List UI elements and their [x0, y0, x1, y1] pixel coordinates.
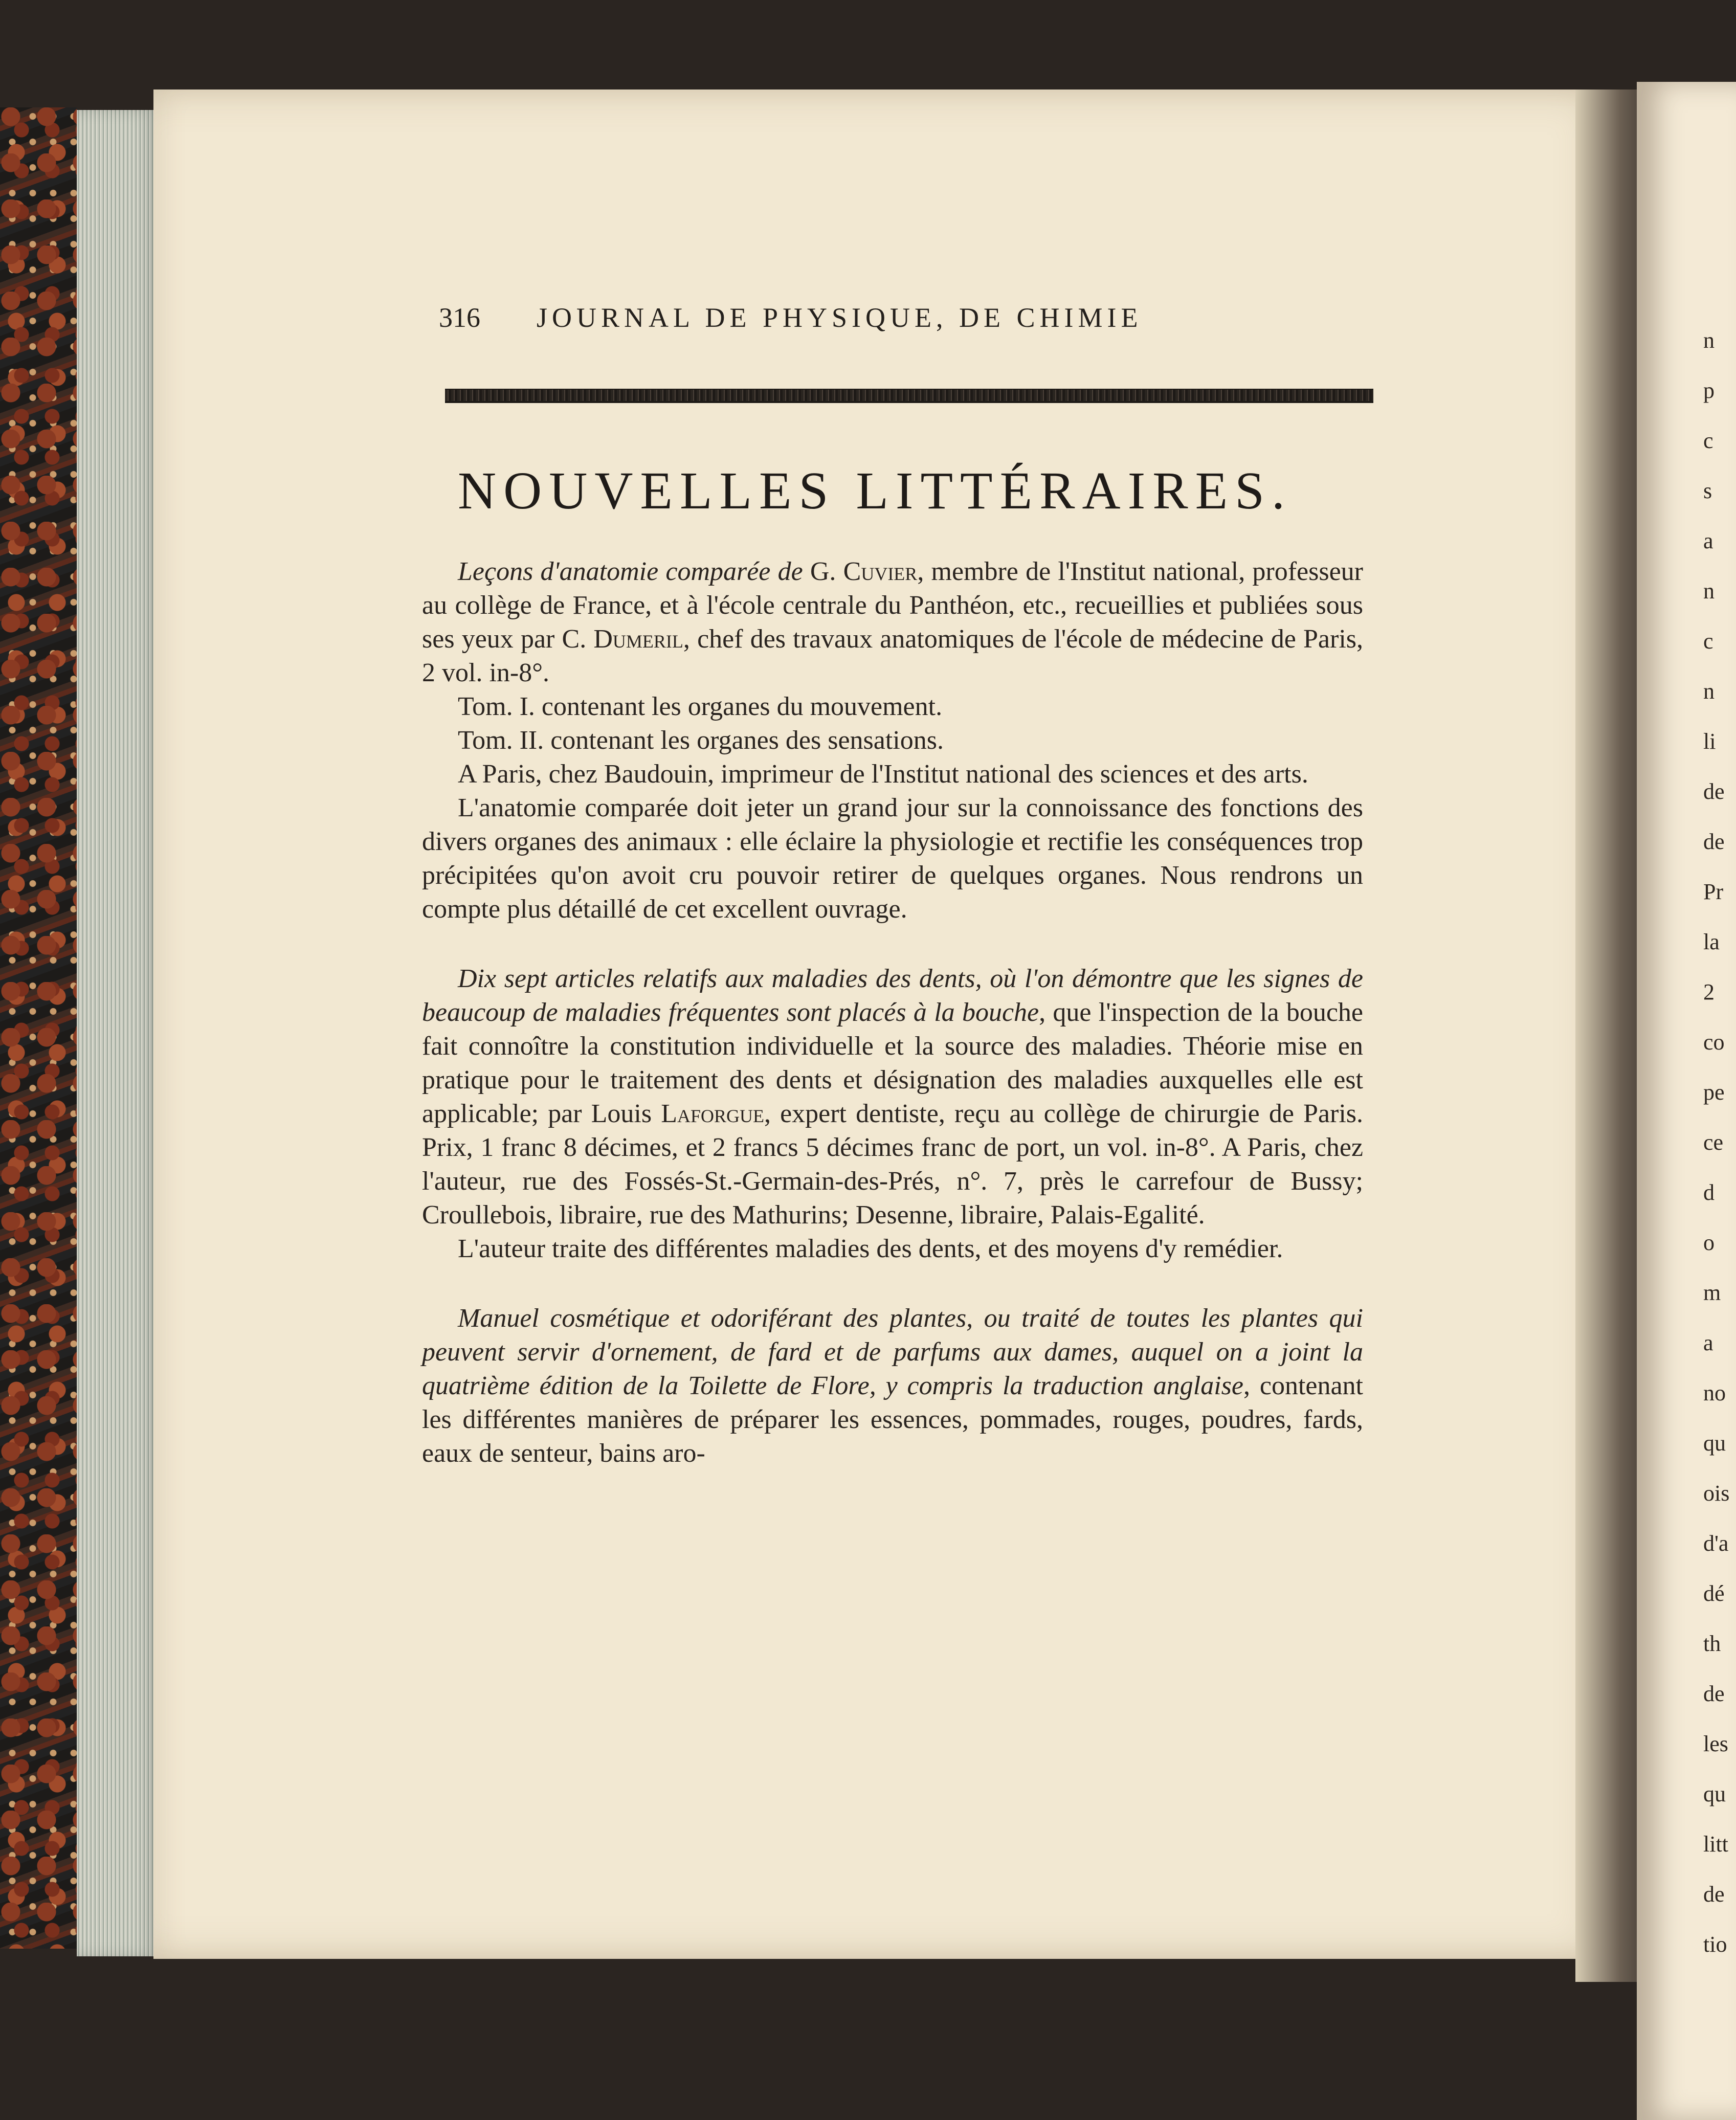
- text-run: L'auteur traite des différentes maladies des dents, et des moyens d'y remédier.: [458, 1234, 1283, 1263]
- review-entry: [422, 555, 1363, 926]
- review-entry: [422, 962, 1363, 1266]
- facing-page-fragment: s: [1703, 478, 1712, 503]
- facing-page-fragment: n: [1703, 679, 1715, 704]
- facing-page-fragment: qu: [1703, 1431, 1726, 1456]
- facing-page-fragment: la: [1703, 929, 1720, 954]
- book-title-text: Manuel cosmétique et odoriférant des plantes, ou traité de toutes les plantes qui peuvent servir d'ornement, de fard et de parfums aux dames, auquel on a joint la quatrième édition de la Toilette de Flore, y compris la traduction anglaise: [422, 1304, 1363, 1400]
- facing-page-fragment: de: [1703, 829, 1725, 854]
- page-number: 316: [439, 302, 480, 333]
- text-run: Tom. II. contenant les organes des sensations.: [458, 726, 944, 755]
- facing-page-fragment: tio: [1703, 1932, 1727, 1957]
- page-block-edges: [77, 110, 159, 1956]
- facing-page-fragment: ce: [1703, 1130, 1724, 1155]
- paragraph: [422, 690, 1363, 724]
- running-head: [439, 302, 1278, 333]
- text-run: , chef des travaux anatomiques de l'école de médecine de Paris, 2 vol. in-8°.: [422, 624, 1363, 687]
- paragraph: [422, 1232, 1363, 1266]
- facing-page-fragment: m: [1703, 1280, 1721, 1305]
- author-name: Cuvier: [843, 557, 918, 586]
- facing-page-fragment: a: [1703, 528, 1713, 553]
- facing-page: [1637, 82, 1736, 2120]
- facing-page-fragment: p: [1703, 378, 1715, 403]
- section-title: NOUVELLES LITTÉRAIRES.: [458, 461, 1292, 520]
- author-name: Laforgue: [661, 1099, 764, 1128]
- text-run: , membre de l'Institut national, professeur au collège de France, et à l'école centrale du Panthéon, etc., recueillies et publiées sous ses yeux par C.: [422, 557, 1363, 654]
- facing-page-fragment: n: [1703, 328, 1715, 353]
- facing-page-fragment: pe: [1703, 1080, 1725, 1105]
- book-title-text: Leçons d'anatomie comparée de: [458, 557, 810, 586]
- facing-page-fragment: c: [1703, 629, 1713, 654]
- text-run: A Paris, chez Baudouin, imprimeur de l'Institut national des sciences et des arts.: [458, 760, 1308, 789]
- facing-page-fragment: o: [1703, 1230, 1715, 1255]
- text-run: Tom. I. contenant les organes du mouvement.: [458, 692, 943, 721]
- facing-page-fragment: th: [1703, 1631, 1721, 1656]
- facing-page-fragment: qu: [1703, 1781, 1726, 1806]
- facing-page-fragment: li: [1703, 729, 1716, 754]
- facing-page-fragment: ois: [1703, 1481, 1730, 1506]
- text-run: , que l'inspection de la bouche fait connoître la constitution individuelle et la source des maladies. Théorie mise en pratique pour le traitement des dents et désignation des maladies auxquelles elle est applicable; par Louis: [422, 998, 1364, 1128]
- text-run: , expert dentiste, reçu au collège de chirurgie de Paris. Prix, 1 franc 8 décimes, et 2 francs 5 décimes franc de port, un vol. in-8°. A Paris, chez l'auteur, rue des Fossés-St.-Germain-des-Prés, n°. 7, près le carrefour de Bussy; Croullebois, libraire, rue des Mathurins; Desenne, libraire, Palais-Egalité.: [422, 1099, 1363, 1230]
- facing-page-fragment: Pr: [1703, 879, 1724, 904]
- text-run: , contenant les différentes manières de préparer les essences, pommades, rouges, poudres, fards, eaux de senteur, bains aro-: [422, 1371, 1363, 1468]
- facing-page-fragment: dé: [1703, 1581, 1725, 1606]
- article-body: [422, 555, 1363, 1506]
- paragraph: [422, 962, 1363, 1232]
- facing-page-fragment: 2: [1703, 979, 1715, 1005]
- paragraph: [422, 555, 1363, 690]
- book-title-text: Dix sept articles relatifs aux maladies des dents, où l'on démontre que les signes de beaucoup de maladies fréquentes sont placés à la bouche: [422, 964, 1363, 1027]
- facing-page-fragment: d'a: [1703, 1531, 1729, 1556]
- review-entry: [422, 1302, 1363, 1470]
- facing-page-fragment: no: [1703, 1380, 1726, 1405]
- author-name: Dumeril: [593, 624, 683, 654]
- facing-page-fragment: les: [1703, 1731, 1728, 1756]
- facing-page-fragment: de: [1703, 1681, 1725, 1706]
- text-run: L'anatomie comparée doit jeter un grand jour sur la connoissance des fonctions des divers organes des animaux : elle éclaire la physiologie et rectifie les conséquences trop précipitées qu'on avoit cru pouvoir retirer de quelques organes. Nous rendrons un compte plus détaillé de cet excellent ouvrage.: [422, 793, 1363, 924]
- facing-page-fragment: de: [1703, 1882, 1725, 1907]
- journal-title: JOURNAL DE PHYSIQUE, DE CHIMIE: [537, 302, 1143, 333]
- facing-page-fragment: de: [1703, 779, 1725, 804]
- facing-page-fragment: d: [1703, 1180, 1715, 1205]
- text-run: G.: [810, 557, 843, 586]
- paragraph: [422, 1302, 1363, 1470]
- facing-page-fragment: co: [1703, 1030, 1725, 1055]
- ornamental-rule: [445, 389, 1373, 403]
- facing-page-fragment: a: [1703, 1330, 1713, 1355]
- paragraph: [422, 724, 1363, 757]
- paragraph: [422, 791, 1363, 926]
- marbled-cover: [0, 107, 77, 1949]
- paragraph: [422, 757, 1363, 791]
- facing-page-fragment: c: [1703, 428, 1713, 453]
- facing-page-fragment: n: [1703, 578, 1715, 604]
- facing-page-fragment: litt: [1703, 1832, 1728, 1857]
